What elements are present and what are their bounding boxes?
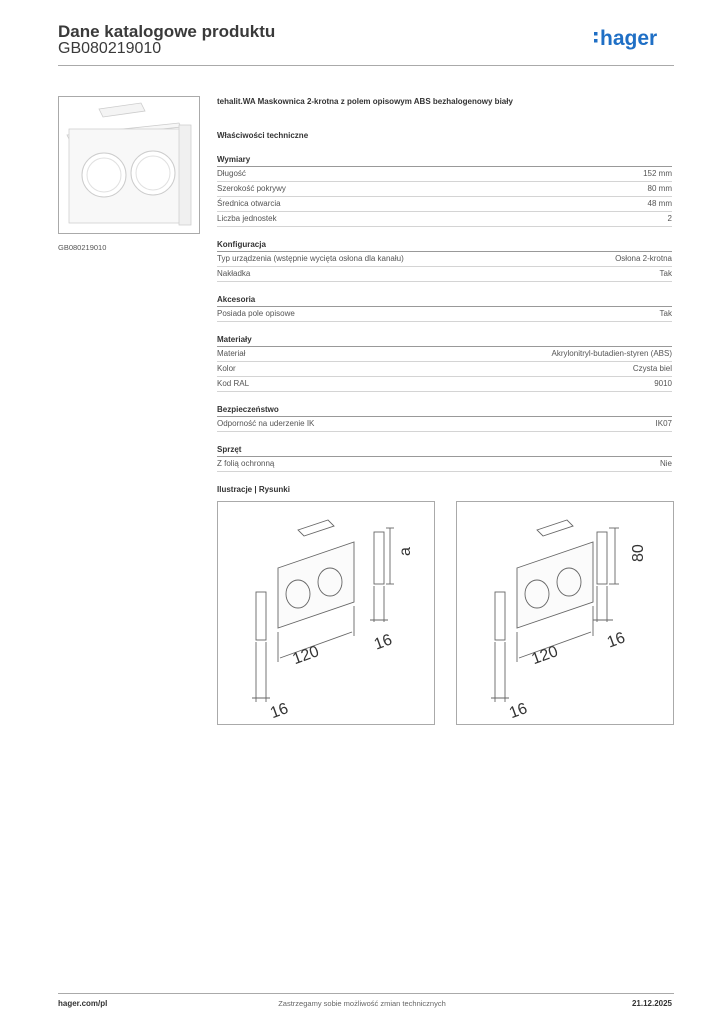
spec-group bbox=[217, 294, 672, 322]
spec-label: Materiał bbox=[217, 349, 246, 358]
spec-group bbox=[217, 334, 672, 392]
drawing-1 bbox=[217, 501, 435, 725]
spec-row bbox=[217, 362, 672, 377]
spec-value: IK07 bbox=[655, 419, 672, 428]
section-title: Właściwości techniczne bbox=[217, 131, 309, 140]
footer-date: 21.12.2025 bbox=[631, 999, 672, 1008]
spec-row bbox=[217, 182, 672, 197]
footer-disclaimer: Zastrzegamy sobie możliwość zmian technicznych bbox=[278, 999, 446, 1008]
spec-row bbox=[217, 197, 672, 212]
spec-label: Liczba jednostek bbox=[217, 214, 277, 223]
dim-side-1: 16 bbox=[268, 700, 291, 723]
dim-width-2: 120 bbox=[529, 643, 561, 669]
dim-height-2: 80 bbox=[630, 544, 647, 562]
spec-row bbox=[217, 347, 672, 362]
spec-row bbox=[217, 457, 672, 472]
spec-value: 48 mm bbox=[647, 199, 672, 208]
spec-row bbox=[217, 417, 672, 432]
spec-row bbox=[217, 307, 672, 322]
spec-label: Typ urządzenia (wstępnie wycięta osłona dla kanału) bbox=[217, 254, 404, 263]
spec-group-title: Bezpieczeństwo bbox=[217, 404, 672, 417]
header-divider bbox=[58, 65, 674, 66]
spec-value: Akrylonitryl-butadien-styren (ABS) bbox=[551, 349, 672, 358]
logo-text: hager bbox=[600, 27, 658, 50]
spec-value: Tak bbox=[659, 269, 672, 278]
spec-value: Czysta biel bbox=[632, 364, 672, 373]
spec-group bbox=[217, 239, 672, 282]
spec-row bbox=[217, 212, 672, 227]
spec-row bbox=[217, 167, 672, 182]
spec-group-title: Akcesoria bbox=[217, 294, 672, 307]
spec-row bbox=[217, 252, 672, 267]
spec-group-title: Materiały bbox=[217, 334, 672, 347]
photo-caption: GB080219010 bbox=[58, 243, 107, 252]
page-title: Dane katalogowe produktu bbox=[58, 22, 276, 41]
spec-group bbox=[217, 444, 672, 472]
dim-width-1: 120 bbox=[290, 643, 322, 669]
product-title: tehalit.WA Maskownica 2-krotna z polem opisowym ABS bezhalogenowy biały bbox=[217, 97, 513, 106]
spec-group-title: Konfiguracja bbox=[217, 239, 672, 252]
product-code: GB080219010 bbox=[58, 40, 162, 57]
drawing-2 bbox=[456, 501, 674, 725]
spec-label: Szerokość pokrywy bbox=[217, 184, 286, 193]
hager-logo bbox=[594, 26, 674, 52]
spec-label: Nakładka bbox=[217, 269, 251, 278]
illustrations-title: Ilustracje | Rysunki bbox=[217, 485, 290, 494]
spec-value: Osłona 2-krotna bbox=[615, 254, 672, 263]
dim-depth-1: 16 bbox=[371, 631, 395, 654]
product-photo bbox=[58, 96, 200, 234]
spec-value: Tak bbox=[659, 309, 672, 318]
spec-value: 9010 bbox=[654, 379, 672, 388]
spec-value: Nie bbox=[659, 459, 672, 468]
spec-table bbox=[217, 154, 672, 484]
dim-side-2: 16 bbox=[507, 700, 530, 723]
spec-group bbox=[217, 404, 672, 432]
spec-group bbox=[217, 154, 672, 227]
spec-label: Kod RAL bbox=[217, 379, 250, 388]
dim-height-1: a bbox=[397, 547, 414, 556]
spec-label: Posiada pole opisowe bbox=[217, 309, 295, 318]
spec-group-title: Sprzęt bbox=[217, 444, 672, 457]
footer-website[interactable]: hager.com/pl bbox=[58, 999, 108, 1008]
spec-row bbox=[217, 267, 672, 282]
spec-group-title: Wymiary bbox=[217, 154, 672, 167]
spec-label: Długość bbox=[217, 169, 246, 178]
spec-label: Z folią ochronną bbox=[217, 459, 275, 468]
spec-label: Średnica otwarcia bbox=[217, 199, 281, 208]
spec-label: Odporność na uderzenie IK bbox=[217, 419, 315, 428]
spec-value: 80 mm bbox=[647, 184, 672, 193]
spec-label: Kolor bbox=[217, 364, 236, 373]
dim-depth-2: 16 bbox=[604, 629, 628, 652]
spec-row bbox=[217, 377, 672, 392]
footer-divider bbox=[58, 993, 674, 994]
spec-value: 152 mm bbox=[643, 169, 672, 178]
spec-value: 2 bbox=[667, 214, 672, 223]
